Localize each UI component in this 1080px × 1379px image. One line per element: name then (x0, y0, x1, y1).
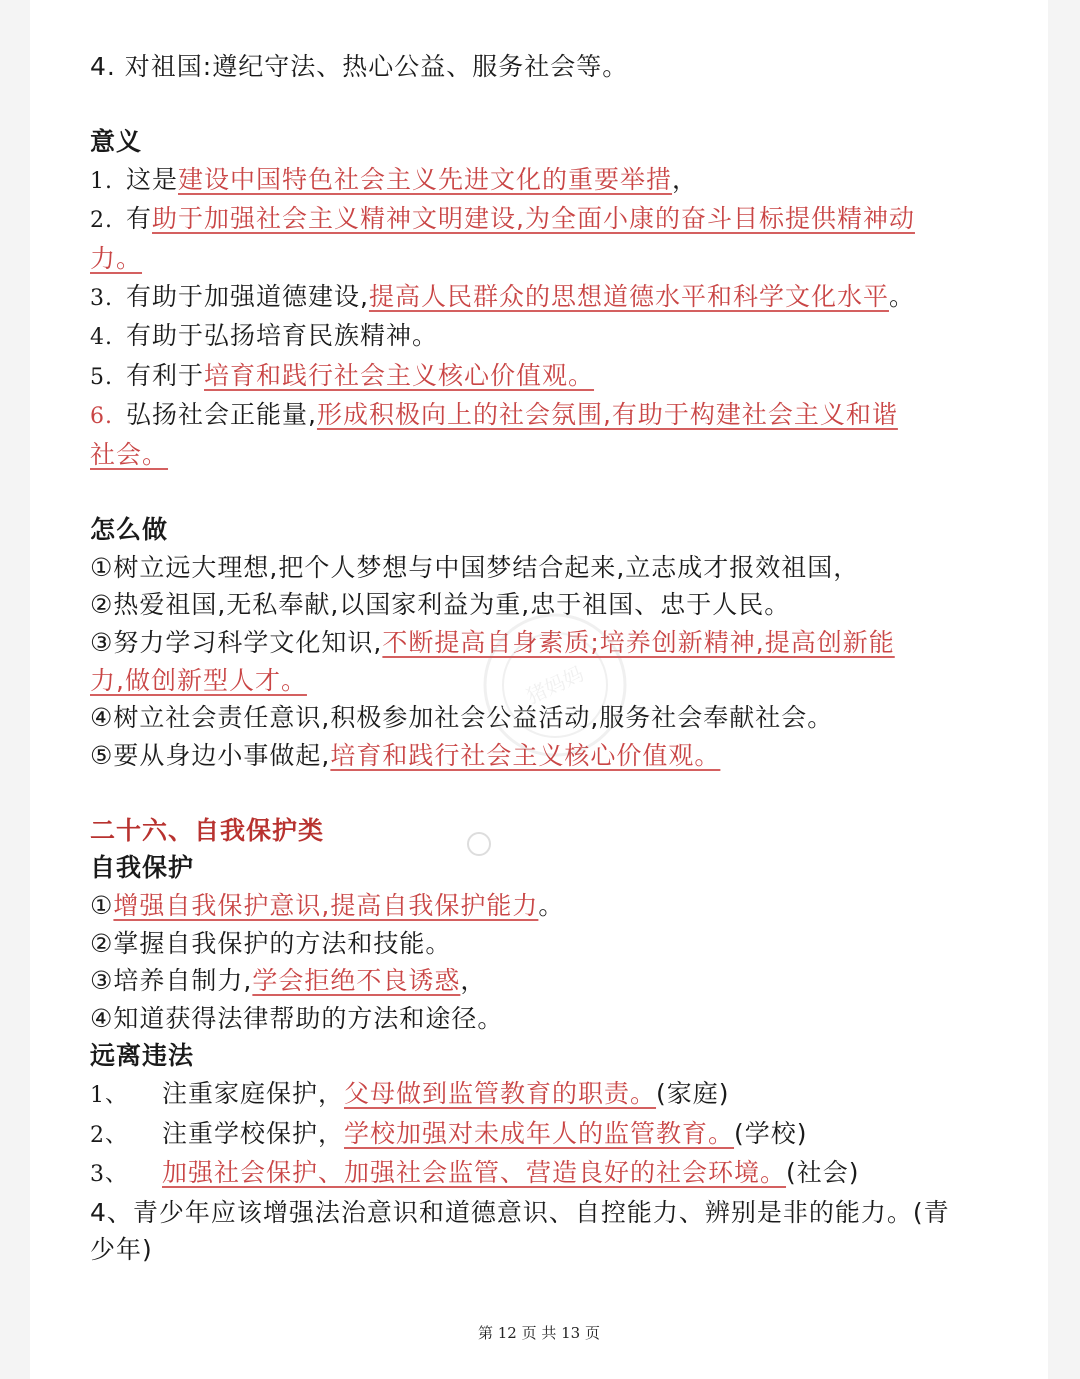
list-item: 6. 弘扬社会正能量,形成积极向上的社会氛围,有助于构建社会主义和谐 (90, 400, 898, 430)
document-page (30, 0, 1048, 1379)
list-item: ②热爱祖国,无私奉献,以国家利益为重,忠于祖国、忠于人民。 (90, 590, 791, 620)
svg-text:猪妈妈: 猪妈妈 (522, 661, 588, 709)
list-item-continued: 社会。 (90, 439, 169, 469)
list-item: 1. 这是建设中国特色社会主义先进文化的重要举措， (90, 164, 699, 194)
list-item: ③努力学习科学文化知识,不断提高自身素质;培养创新精神,提高创新能 (90, 627, 895, 657)
list-item: 3、 加强社会保护、加强社会监管、营造良好的社会环境。(社会) (90, 1158, 860, 1188)
list-item: ③培养自制力,学会拒绝不良诱惑， (90, 966, 487, 996)
list-item-continued: 少年) (90, 1235, 153, 1265)
list-item: ①增强自我保护意识,提高自我保护能力。 (90, 891, 565, 921)
list-item-continued: 力。 (90, 243, 143, 273)
document-body (90, 48, 990, 1269)
list-item: ①树立远大理想,把个人梦想与中国梦结合起来,立志成才报效祖国， (90, 552, 860, 582)
list-item: ②掌握自我保护的方法和技能。 (90, 928, 452, 958)
list-item: ⑤要从身边小事做起,培育和践行社会主义核心价值观。 (90, 740, 721, 770)
text-line: 4. 对祖国:遵纪守法、热心公益、服务社会等。 (90, 52, 629, 81)
section-heading-self-protection: 自我保护 (90, 853, 195, 883)
section-heading-how: 怎么做 (90, 515, 169, 545)
page-footer: 第 12 页 共 13 页 (477, 1324, 600, 1342)
section-heading-avoid-crime: 远离违法 (90, 1041, 195, 1071)
list-item-continued: 力,做创新型人才。 (90, 665, 307, 695)
list-item: 3. 有助于加强道德建设,提高人民群众的思想道德水平和科学文化水平。 (90, 281, 915, 311)
section-heading-significance: 意义 (90, 127, 143, 157)
list-item: 4. 有助于弘扬培育民族精神。 (90, 321, 439, 351)
list-item: 4、青少年应该增强法治意识和道德意识、自控能力、辨别是非的能力。(青 (90, 1197, 950, 1227)
list-item: ④知道获得法律帮助的方法和途径。 (90, 1003, 504, 1033)
list-item: 1、 注重家庭保护，父母做到监管教育的职责。(家庭) (90, 1079, 730, 1109)
list-item: 5. 有利于培育和践行社会主义核心价值观。 (90, 360, 595, 390)
list-item: 2. 有助于加强社会主义精神文明建设,为全面小康的奋斗目标提供精神动 (90, 204, 915, 234)
decorative-circle (467, 832, 491, 856)
chapter-heading-26: 二十六、自我保护类 (90, 815, 325, 845)
list-item: 2、 注重学校保护，学校加强对未成年人的监管教育。(学校) (90, 1118, 808, 1148)
list-item: ④树立社会责任意识,积极参加社会公益活动,服务社会奉献社会。 (90, 703, 834, 733)
